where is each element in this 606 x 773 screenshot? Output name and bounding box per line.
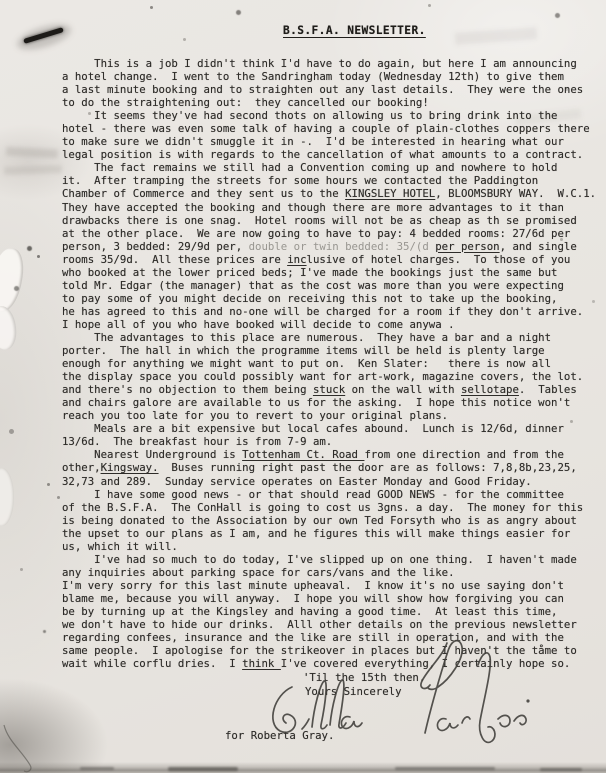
document-line: and there's no objection to them being stuck on the wall with sellotape. Tables	[62, 383, 577, 397]
document-line: I hope all of you who have booked will decide to come anywa .	[62, 317, 455, 331]
document-line: hotel - there was even some talk of having a couple of plain-clothes coppers there	[62, 122, 590, 136]
document-line: the display space you could possibly want for art-work, magazine covers, the lot.	[62, 370, 584, 384]
document-body	[62, 57, 606, 670]
document-line: regarding confees, insurance and the like are still in operation, and with the	[62, 631, 564, 645]
document-line: I have some good news - or that should read GOOD NEWS - for the committee	[62, 487, 564, 501]
document-line: 13/6d. The breakfast hour is from 7-9 am.	[62, 435, 333, 449]
ghost-text-smudge	[6, 147, 58, 159]
document-line: same people. I apologise for the strikeover in places but I haven't the tåme to	[62, 644, 577, 658]
document-line: told Mr. Edgar (the manager) that as the cost was more than you were expecting	[62, 278, 564, 292]
document-line: at the other place. We are now going to have to pay: 4 bedded rooms: 27/6d per	[62, 226, 571, 240]
document-line: I've had so much to do today, I've slipped up on one thing. I haven't made	[62, 552, 577, 566]
document-line: person, 3 bedded: 29/9d per, double or twin bedded: 35/(d per person, and single	[62, 239, 577, 253]
document-line: be by turning up at the Kingsley and having a good time. At least this time,	[62, 604, 558, 618]
document-line: we don't have to hide our drinks. Alll other details on the previous newsletter	[62, 618, 577, 632]
paper-flake	[0, 468, 14, 526]
document-line: I'm very sorry for this last minute upheaval. I know it's no use saying don't	[62, 578, 564, 592]
document-line: reach you too late for you to revert to your original plans.	[62, 409, 449, 423]
document-line: it. After tramping the streets for some hours we contacted the Paddington	[62, 174, 539, 188]
document-line: 32,73 and 289. Sunday service operates on Easter Monday and Good Friday.	[62, 474, 532, 488]
scan-edge-blotch	[168, 767, 238, 771]
document-line: of the B.S.F.A. The ConHall is going to cost us 3gns. a day. The money for this	[62, 500, 584, 514]
document-line: us, which it will.	[62, 539, 178, 553]
document-line: a last minute booking and to straighten out any last details. They were the ones	[62, 83, 584, 97]
scan-edge-blotch	[540, 768, 582, 771]
paper-flake	[0, 246, 26, 314]
paper-specks	[0, 0, 3, 3]
document-line: is being donated to the Association by our own Ted Forsyth who is as angry about	[62, 513, 577, 527]
document-line: a hotel change. I went to the Sandringham today (Wednesday 12th) to give them	[62, 70, 564, 84]
document-line: who booked at the lower priced beds; I've made the bookings just the same but	[62, 265, 558, 279]
document-line: Meals are a bit expensive but local cafes abound. Lunch is 12/6d, dinner	[62, 422, 564, 436]
document-line: to pay some of you might decide on receiving this not to take up the booking,	[62, 291, 558, 305]
faint-pencil-mark	[455, 27, 538, 45]
document-line: The fact remains we still had a Convention coming up and nowhere to hold	[62, 161, 558, 175]
document-line: It seems they've had second thots on allowing us to bring drink into the	[62, 109, 558, 123]
document-line: other,Kingsway. Buses running right past the door are as follows: 7,8,8b,23,25,	[62, 461, 577, 475]
document-line: he has agreed to this and no-one will be charged for a room if they don't arrive.	[62, 304, 584, 318]
document-line: any inquiries about parking space for cars/vans and the like.	[62, 565, 455, 579]
document-line: legal position is with regards to the cancellation of what amounts to a contract.	[62, 148, 584, 162]
document-line: and chairs galore are available to us for the asking. I hope this notice won't	[62, 396, 571, 410]
closing-signoff: Yours Sincerely	[305, 684, 402, 698]
document-line: to do the straightening out: they cancelled our booking!	[62, 96, 429, 110]
closing-til-line: 'Til the 15th then.	[303, 671, 426, 684]
scan-edge-blotch	[80, 767, 114, 770]
document-line: Nearest Underground is Tottenham Ct. Road from one direction and from the	[62, 448, 564, 462]
document-line: The advantages to this place are numerous. They have a bar and a night	[62, 330, 552, 344]
ghost-text-smudge	[4, 165, 62, 175]
paper-flake	[0, 305, 18, 351]
document-line: This is a job I didn't think I'd have to do again, but here I am announcing	[62, 57, 577, 70]
document-line: blame me, because you will anyway. I hope you will show how forgiving you can	[62, 591, 564, 605]
document-line: rooms 35/9d. All these prices are inclusive of hotel charges. To those of you	[62, 252, 571, 266]
page-title: B.S.F.A. NEWSLETTER.	[283, 24, 426, 37]
document-line: wait while corflu dries. I think I've covered everything, I certainly hope so.	[62, 657, 571, 671]
document-line: They have accepted the booking and though there are more advantages to it than	[62, 200, 564, 214]
document-line: the upset to our plans as I am, and he figures this will make things easier for	[62, 526, 571, 540]
document-line: drawbacks there is one snag. Hotel rooms will not be as cheap as th se promised	[62, 213, 577, 227]
document-line: to make sure we didn't smuggle it in -. I'd be interested in hearing what our	[62, 135, 564, 149]
signature-ella-parker	[250, 635, 540, 760]
document-line: Chamber of Commerce and they sent us to the KINGSLEY HOTEL, BLOOMSBURY WAY. W.C.1.	[62, 187, 597, 201]
scan-edge-blotch	[395, 767, 495, 770]
closing-for-line: for Roberta Gray.	[225, 729, 335, 742]
document-line: porter. The hall in which the programme items will be held is plenty large	[62, 344, 545, 358]
document-line: enough for anything we might want to put on. Ken Slater: there is now all	[62, 357, 552, 371]
